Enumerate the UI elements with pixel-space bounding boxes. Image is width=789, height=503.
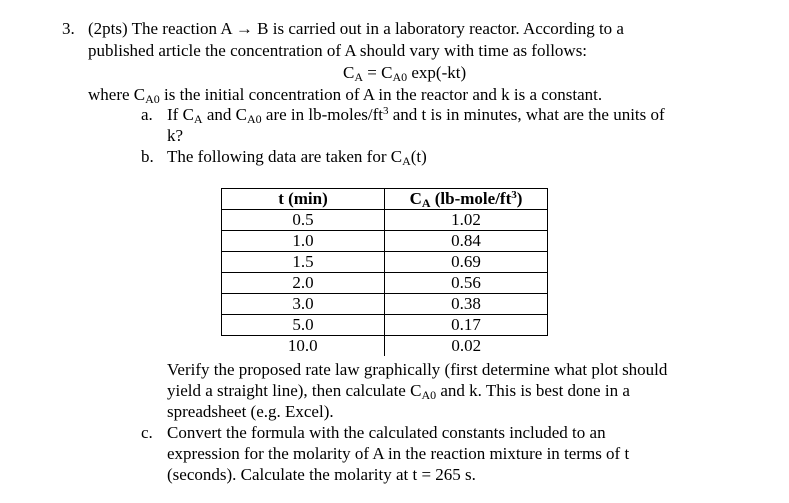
cell-concentration: 0.56	[385, 273, 548, 294]
data-table	[221, 188, 548, 356]
table-row	[222, 273, 548, 294]
header-c-sub: A	[421, 196, 431, 210]
problem-number: 3.	[62, 19, 75, 38]
part-c-line-2: expression for the molarity of A in the reaction mixture in terms of t	[167, 444, 630, 463]
part-b-pre: The following data are taken for C	[167, 147, 403, 166]
part-a-mid: and C	[202, 105, 247, 124]
problem-line-1: (2pts) The reaction A → B is carried out in a laboratory reactor. According to a	[88, 19, 624, 38]
part-a-label: a.	[141, 105, 153, 124]
table-row	[222, 315, 548, 336]
part-a-pre: If C	[167, 105, 194, 124]
cell-concentration: 0.17	[385, 315, 548, 336]
cell-concentration: 0.02	[385, 336, 548, 357]
part-c-line-1: Convert the formula with the calculated constants included to an	[167, 423, 606, 442]
table-row	[222, 294, 548, 315]
part-a-mid2: are in lb-moles/ft	[261, 105, 383, 124]
table-header-row	[222, 189, 548, 210]
eq-mid: = C	[363, 63, 393, 82]
cell-concentration: 0.69	[385, 252, 548, 273]
verify-pre: yield a straight line), then calculate C	[167, 381, 422, 400]
eq-lhs-sub: A	[354, 70, 364, 84]
where-sub: A0	[145, 92, 160, 106]
part-a-line-1	[167, 104, 665, 125]
verify-line-2	[167, 380, 630, 401]
part-a-post: and t is in minutes, what are the units of	[388, 105, 665, 124]
part-a-line-2: k?	[167, 126, 184, 145]
problem-line-2: published article the concentration of A should vary with time as follows:	[88, 41, 588, 60]
header-c-end: )	[516, 189, 523, 208]
part-b-post: (t)	[410, 147, 427, 166]
cell-concentration: 1.02	[385, 210, 548, 231]
part-a-sub2: A0	[246, 112, 262, 126]
header-c-sup: 3	[511, 189, 517, 201]
part-c-label: c.	[141, 423, 153, 442]
verify-sub: A0	[421, 388, 437, 402]
part-b-line-1	[167, 146, 427, 167]
header-c-pre: C	[409, 189, 422, 208]
cell-time: 10.0	[222, 336, 385, 357]
part-a-sub1: A	[193, 112, 203, 126]
cell-time: 3.0	[222, 294, 385, 315]
where-line	[88, 84, 602, 105]
part-b-sub: A	[402, 154, 411, 168]
verify-line-1: Verify the proposed rate law graphically (first determine what plot should	[167, 360, 668, 379]
header-concentration	[385, 189, 548, 210]
header-time: t (min)	[222, 189, 385, 210]
cell-concentration: 0.38	[385, 294, 548, 315]
cell-time: 2.0	[222, 273, 385, 294]
equation	[343, 62, 466, 83]
where-pre: where C	[88, 85, 146, 104]
eq-rhs: exp(-kt)	[407, 63, 467, 82]
cell-time: 0.5	[222, 210, 385, 231]
part-c-line-3: (seconds). Calculate the molarity at t = 265 s.	[167, 465, 476, 484]
where-post: is the initial concentration of A in the reactor and k is a constant.	[159, 85, 603, 104]
header-c-post: (lb-mole/ft	[430, 189, 512, 208]
verify-line-3: spreadsheet (e.g. Excel).	[167, 402, 334, 421]
part-b-label: b.	[141, 147, 154, 166]
cell-concentration: 0.84	[385, 231, 548, 252]
cell-time: 1.5	[222, 252, 385, 273]
eq-lhs: C	[343, 63, 355, 82]
cell-time: 5.0	[222, 315, 385, 336]
part-a-sup: 3	[382, 105, 389, 117]
table-row	[222, 252, 548, 273]
table-row	[222, 231, 548, 252]
eq-mid-sub: A0	[392, 70, 408, 84]
table-row	[222, 210, 548, 231]
table-row	[222, 336, 548, 357]
cell-time: 1.0	[222, 231, 385, 252]
verify-post: and k. This is best done in a	[436, 381, 630, 400]
